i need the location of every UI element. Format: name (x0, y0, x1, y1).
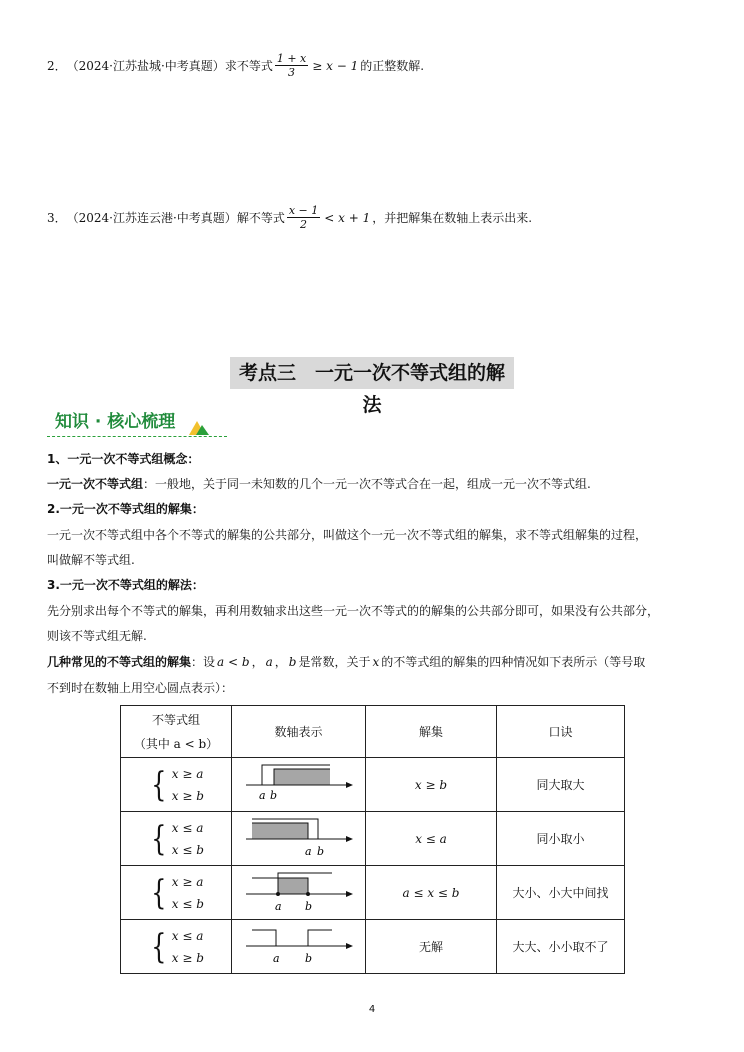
ineq-1: x ≥ a (171, 874, 204, 889)
badge-underline (47, 436, 227, 437)
label-b: b (270, 789, 278, 802)
concept-text-4a: ：设 (191, 655, 216, 669)
system-cell (121, 812, 232, 866)
q3-number: 3． (47, 211, 67, 225)
inequality-system-table (120, 705, 625, 974)
rhyme-cell: 同大取大 (497, 758, 625, 812)
header-system (121, 706, 232, 758)
table-row (121, 866, 625, 920)
ineq-2: x ≥ b (171, 788, 204, 803)
numberline-diagram (236, 758, 361, 808)
ineq-2: x ≥ b (171, 950, 204, 965)
concept-text-1: ：一般地，关于同一未知数的几个一元一次不等式合在一起，组成一元一次不等式组. (143, 477, 591, 491)
header-solution: 解集 (366, 706, 497, 758)
concept-heading-2: 2.一元一次不等式组的解集： (47, 502, 204, 516)
system-expression: { x ≥ a x ≤ b (151, 872, 204, 913)
numberline-cell (232, 920, 366, 974)
rhyme-cell: 大小、小大中间找 (497, 866, 625, 920)
section-title: 考点三 一元一次不等式组的解法 (230, 357, 514, 389)
concept-paragraph-3b: 则该不等式组无解. (47, 629, 147, 643)
q3-text-before: 解不等式 (236, 211, 285, 225)
concept-heading-1: 1、一元一次不等式组概念： (47, 452, 200, 466)
header-system-line2: （其中 a < b） (133, 736, 219, 751)
header-rhyme: 口诀 (497, 706, 625, 758)
header-numberline: 数轴表示 (232, 706, 366, 758)
q2-frac-den: 3 (288, 66, 296, 79)
q2-frac-num: 1 + x (276, 52, 307, 65)
concept-paragraph-2a: 一元一次不等式组中各个不等式的解集的公共部分，叫做这个一元一次不等式组的解集，求不等式组解集的过程， (47, 528, 648, 542)
system-expression: { x ≤ a x ≥ b (151, 926, 204, 967)
q2-fraction (275, 52, 308, 79)
q3-text-after: ，并把解集在数轴上表示出来. (372, 211, 533, 225)
ineq-2: x ≤ b (171, 842, 204, 857)
system-expression: { x ≥ a x ≥ b (151, 764, 204, 805)
solution-cell: a ≤ x ≤ b (366, 866, 497, 920)
concept-paragraph-4b: 不到时在数轴上用空心圆点表示）： (47, 681, 234, 695)
label-a: a (273, 952, 280, 965)
mountain-icon (187, 417, 211, 437)
table-row (121, 758, 625, 812)
numberline-diagram (236, 866, 361, 916)
label-a: a (259, 789, 266, 802)
q3-rhs: < x + 1 (324, 210, 371, 225)
q2-text-before: 求不等式 (224, 59, 273, 73)
concept-paragraph-4a (47, 649, 697, 675)
numberline-cell (232, 866, 366, 920)
q3-frac-den: 2 (300, 218, 308, 231)
concept-paragraph-2b: 叫做解不等式组. (47, 553, 135, 567)
concept-text-4b: ， (251, 655, 264, 669)
table-header-row (121, 706, 625, 758)
system-cell (121, 758, 232, 812)
header-system-line1: 不等式组 (151, 712, 200, 727)
system-cell (121, 866, 232, 920)
ineq-1: x ≤ a (171, 928, 204, 943)
concept-math-4a: a < b (217, 655, 250, 669)
knowledge-badge (47, 403, 227, 439)
concept-term-1: 一元一次不等式组 (47, 477, 144, 491)
rhyme-cell: 大大、小小取不了 (497, 920, 625, 974)
q2-rhs: ≥ x − 1 (312, 58, 359, 73)
q3-fraction (287, 204, 320, 231)
concept-term-4: 几种常见的不等式组的解集 (47, 655, 192, 669)
question-3 (47, 204, 532, 231)
concept-math-4c: b (288, 655, 297, 669)
concept-paragraph-1 (47, 471, 697, 497)
solution-cell: x ≤ a (366, 812, 497, 866)
ineq-2: x ≤ b (171, 896, 204, 911)
ineq-1: x ≥ a (171, 766, 204, 781)
numberline-cell (232, 758, 366, 812)
badge-label: 知识 · 核心梳理 (55, 412, 176, 432)
label-b: b (305, 952, 313, 965)
concept-paragraph-3a: 先分别求出每个不等式的解集，再利用数轴求出这些一元一次不等式的的解集的公共部分即可，如果没有公共部分， (47, 604, 660, 618)
system-expression: { x ≤ a x ≤ b (151, 818, 204, 859)
label-b: b (317, 845, 325, 858)
concept-text-4e: 的不等式组的解集的四种情况如下表所示（等号取 (381, 655, 646, 669)
ineq-1: x ≤ a (171, 820, 204, 835)
rhyme-cell: 同小取小 (497, 812, 625, 866)
q3-source: （2024·江苏连云港·中考真题） (66, 211, 237, 225)
q2-text-after: 的正整数解. (360, 59, 425, 73)
question-2 (47, 52, 424, 79)
numberline-diagram (236, 812, 361, 862)
page-number: 4 (368, 1004, 376, 1015)
concept-math-4d: x (372, 655, 380, 669)
system-cell (121, 920, 232, 974)
concept-math-4b: a (265, 655, 273, 669)
table-row (121, 920, 625, 974)
solution-cell: x ≥ b (366, 758, 497, 812)
label-a: a (305, 845, 312, 858)
label-a: a (275, 900, 282, 913)
concept-text-4d: 是常数，关于 (298, 655, 371, 669)
numberline-cell (232, 812, 366, 866)
concept-heading-3: 3.一元一次不等式组的解法： (47, 578, 204, 592)
solution-cell: 无解 (366, 920, 497, 974)
table-row (121, 812, 625, 866)
concept-text-4c: ， (274, 655, 287, 669)
numberline-diagram (236, 920, 361, 970)
label-b: b (305, 900, 313, 913)
q2-number: 2． (47, 59, 67, 73)
q2-source: （2024·江苏盐城·中考真题） (66, 59, 225, 73)
q3-frac-num: x − 1 (288, 204, 319, 217)
